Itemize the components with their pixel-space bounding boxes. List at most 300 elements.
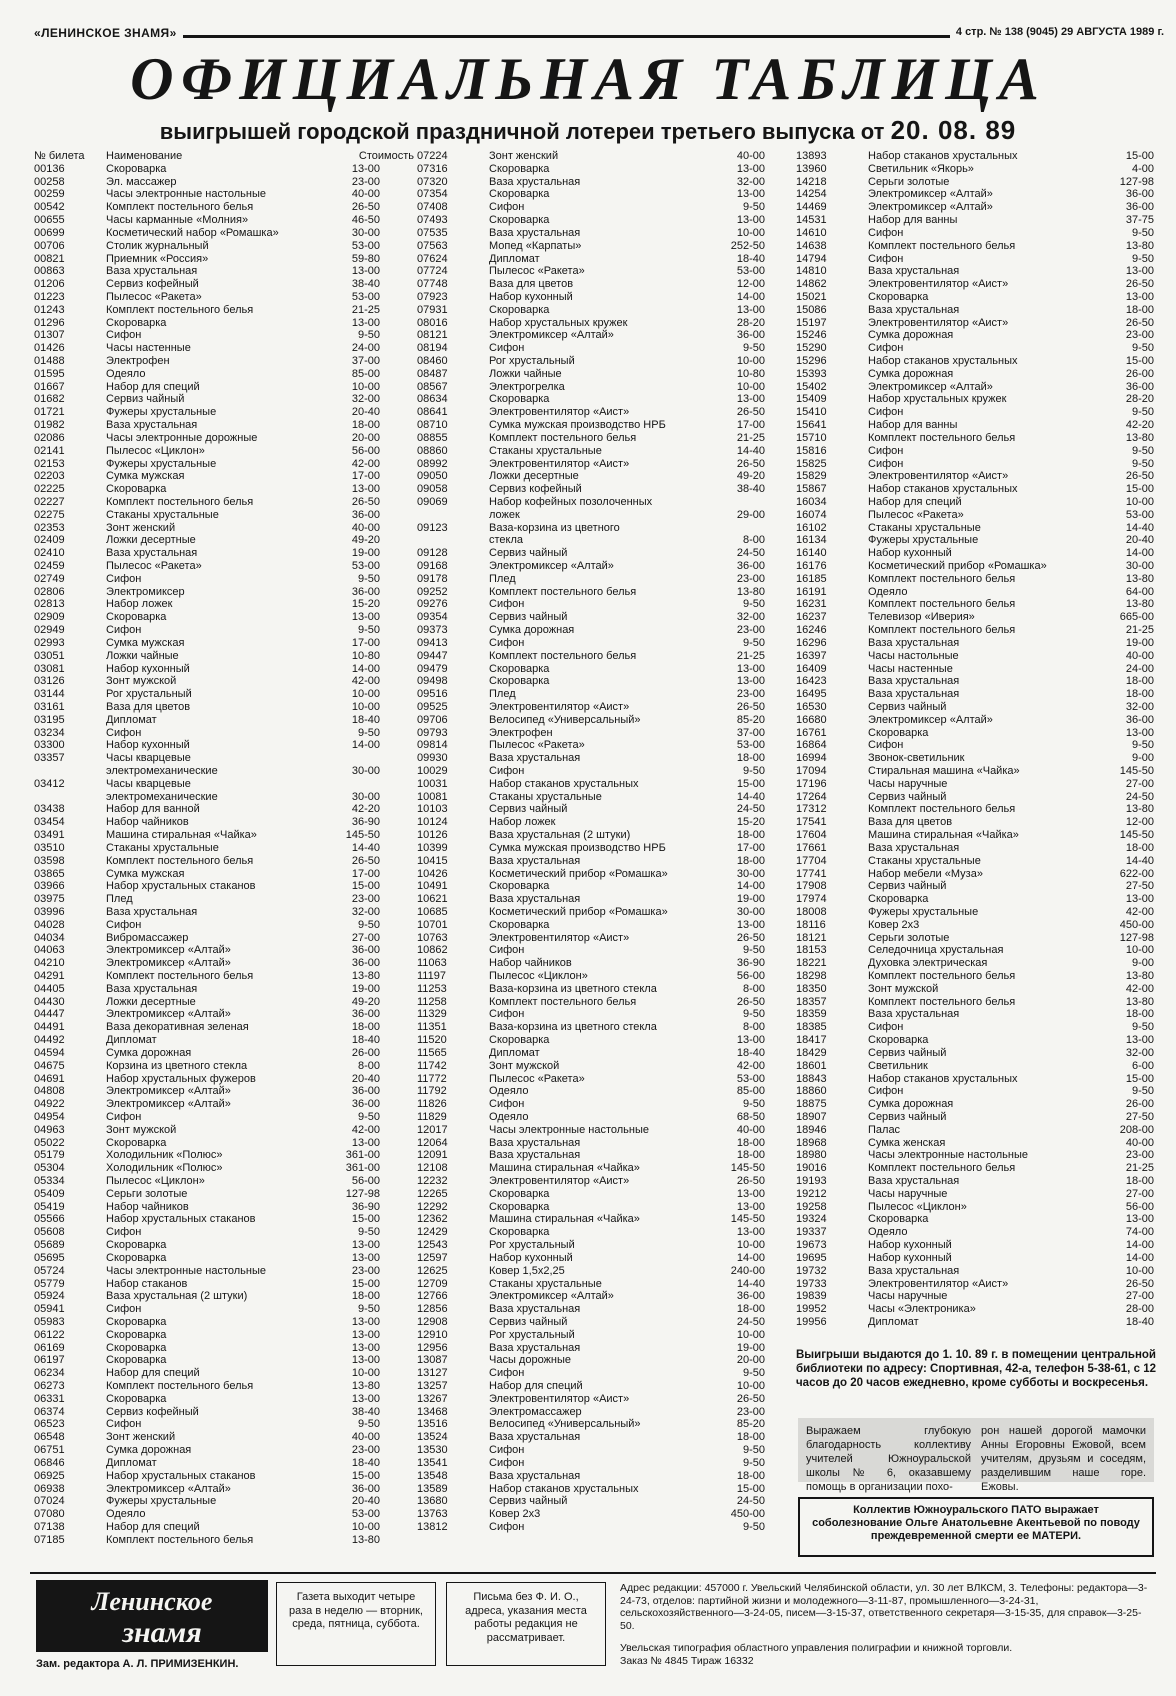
table-row <box>34 598 414 611</box>
ticket-number: 03454 <box>34 816 65 829</box>
ticket-number: 04492 <box>34 1034 65 1047</box>
ticket-number: 18946 <box>796 1123 827 1136</box>
table-row <box>796 944 1154 957</box>
ticket-number: 09058 <box>417 483 448 496</box>
table-row <box>417 1201 765 1214</box>
item-name: Сумка дорожная <box>868 1098 954 1111</box>
item-name: Часы дорожные <box>489 1354 572 1367</box>
table-row <box>34 650 414 663</box>
item-name: Сифон <box>868 1085 904 1098</box>
ticket-number: 10399 <box>417 841 448 854</box>
table-row <box>796 1265 1154 1278</box>
ticket-number: 18298 <box>796 970 827 982</box>
item-name: Ваза хрустальная (2 штуки) <box>489 829 631 842</box>
item-price: 13-80 <box>1125 970 1154 982</box>
ticket-number: 19673 <box>796 1239 827 1252</box>
item-price: 14-00 <box>736 1251 765 1264</box>
item-price: 10-00 <box>1125 1264 1154 1277</box>
item-price: 10-00 <box>736 226 765 239</box>
item-price: 36-00 <box>1125 380 1154 393</box>
item-name: Скороварка <box>489 1226 550 1239</box>
table-row <box>417 483 765 496</box>
issue-info: 4 стр. № 138 (9045) 29 АВГУСТА 1989 г. <box>950 26 1164 38</box>
ticket-number: 00863 <box>34 265 65 278</box>
item-price: 13-00 <box>351 1136 380 1149</box>
ticket-number: 09706 <box>417 713 448 726</box>
item-price: 13-00 <box>736 1187 765 1200</box>
ticket-number: 10126 <box>417 829 448 842</box>
item-name: Сервиз чайный <box>868 1110 947 1123</box>
item-name: Сифон <box>868 252 904 265</box>
item-price: 18-00 <box>1125 303 1154 316</box>
ticket-number: 08855 <box>417 431 448 444</box>
item-price: 37-00 <box>351 355 380 367</box>
item-price: 145-50 <box>345 829 380 842</box>
ticket-number: 03161 <box>34 700 65 713</box>
item-price: 13-80 <box>1125 239 1154 252</box>
item-name: электромеханические <box>106 790 218 803</box>
item-price: 21-25 <box>1125 624 1154 637</box>
ticket-number: 12543 <box>417 1239 448 1252</box>
ticket-number: 16102 <box>796 521 827 534</box>
item-name: Часы кварцевые <box>106 777 191 790</box>
item-name: Скороварка <box>489 303 550 316</box>
table-row <box>417 701 765 714</box>
table-row <box>796 317 1154 330</box>
table-row <box>796 253 1154 266</box>
ticket-number: 10763 <box>417 931 448 944</box>
item-price: 23-00 <box>351 1444 380 1457</box>
table-row <box>796 573 1154 586</box>
item-price: 36-00 <box>351 508 380 521</box>
item-name: Дипломат <box>106 1456 157 1469</box>
item-price: 53-00 <box>351 239 380 252</box>
ticket-number: 10029 <box>417 765 448 777</box>
item-name: Часы кварцевые <box>106 752 191 765</box>
ticket-number: 05724 <box>34 1264 65 1277</box>
table-row <box>417 419 765 432</box>
table-row <box>796 675 1154 688</box>
table-row <box>417 1380 765 1393</box>
ticket-number: 00821 <box>34 252 65 265</box>
ticket-number: 10415 <box>417 854 448 867</box>
ticket-number: 11197 <box>417 970 446 982</box>
table-row <box>796 150 1154 163</box>
item-name: Ваза хрустальная <box>106 419 198 432</box>
item-price: 40-00 <box>1125 649 1154 662</box>
item-price: 15-00 <box>1125 483 1154 496</box>
table-row <box>417 1047 765 1060</box>
item-name: Электромиксер «Алтай» <box>106 1085 231 1098</box>
item-name: Набор стаканов хрустальных <box>868 1072 1018 1085</box>
item-price: 9-50 <box>742 201 765 214</box>
ticket-number: 05334 <box>34 1175 65 1187</box>
item-name: Ваза хрустальная <box>868 688 960 701</box>
table-row <box>796 1060 1154 1073</box>
ticket-number: 15710 <box>796 431 827 444</box>
item-price: 10-00 <box>736 355 765 367</box>
ticket-number: 02806 <box>34 585 65 598</box>
ticket-number: 09525 <box>417 700 448 713</box>
table-row <box>417 253 765 266</box>
item-name: Скороварка <box>106 1239 167 1252</box>
table-row <box>796 188 1154 201</box>
item-price: 14-00 <box>736 290 765 303</box>
page-title: ОФИЦИАЛЬНАЯ ТАБЛИЦА <box>130 46 1046 112</box>
item-price: 85-00 <box>351 367 380 380</box>
item-price: 10-00 <box>736 1380 765 1392</box>
ticket-number: 14810 <box>796 265 827 278</box>
table-row <box>796 752 1154 765</box>
table-row <box>796 1278 1154 1291</box>
item-name: Машина стиральная «Чайка» <box>489 1213 640 1226</box>
item-price: 10-00 <box>736 1239 765 1252</box>
ticket-number: 04691 <box>34 1072 65 1085</box>
table-row <box>417 906 765 919</box>
item-name: Сифон <box>489 1444 525 1457</box>
ticket-number: 07493 <box>417 214 448 227</box>
item-price: 42-00 <box>1125 905 1154 918</box>
item-price: 23-00 <box>351 893 380 906</box>
ticket-number: 04954 <box>34 1110 65 1123</box>
table-row <box>417 227 765 240</box>
item-name: Сервиз чайный <box>868 880 947 893</box>
ticket-number: 00542 <box>34 201 65 214</box>
table-row <box>417 893 765 906</box>
item-price: 13-00 <box>736 1034 765 1047</box>
ticket-number: 08992 <box>417 457 448 470</box>
ticket-number: 07185 <box>34 1533 65 1546</box>
item-price: 32-00 <box>736 175 765 188</box>
table-row <box>796 1239 1154 1252</box>
table-row <box>34 355 414 368</box>
item-name: Электромиксер «Алтай» <box>868 201 993 214</box>
ticket-number: 18350 <box>796 982 827 995</box>
item-name: Сервиз кофейный <box>106 278 199 291</box>
ticket-number: 16176 <box>796 560 827 572</box>
item-name: Сифон <box>106 624 142 637</box>
item-price: 36-00 <box>351 1085 380 1098</box>
table-row <box>34 163 414 176</box>
item-price: 49-20 <box>736 470 765 483</box>
item-name: Ваза для цветов <box>868 816 953 829</box>
ticket-number: 14218 <box>796 175 827 188</box>
table-row <box>417 624 765 637</box>
ticket-number: 04034 <box>34 931 65 944</box>
item-name: Сумка дорожная <box>868 329 954 342</box>
table-row <box>417 1034 765 1047</box>
item-price: 68-50 <box>736 1110 765 1123</box>
ticket-number: 07316 <box>417 162 448 175</box>
item-price: 145-50 <box>1119 765 1154 777</box>
item-price: 36-00 <box>736 1290 765 1303</box>
table-row <box>417 1162 765 1175</box>
table-row <box>34 1393 414 1406</box>
item-price: 13-00 <box>736 675 765 688</box>
item-name: Селедочница хрустальная <box>868 944 1004 957</box>
item-name: Скороварка <box>106 1136 167 1149</box>
item-price: 9-50 <box>1131 226 1154 239</box>
item-name: Одеяло <box>868 585 908 598</box>
item-name: Ваза хрустальная <box>868 265 960 278</box>
item-price: 9-50 <box>742 1098 765 1111</box>
item-name: Скороварка <box>489 1200 550 1213</box>
table-row <box>34 1329 414 1342</box>
item-price: 13-00 <box>1125 726 1154 739</box>
item-name: Пылесос «Циклон» <box>106 444 205 457</box>
table-row <box>417 944 765 957</box>
item-name: Набор кухонный <box>868 547 952 560</box>
ticket-number: 02410 <box>34 547 65 560</box>
item-name: Одеяло <box>106 367 146 380</box>
item-name: Велосипед «Универсальный» <box>489 713 641 726</box>
table-row <box>796 880 1154 893</box>
item-price: 10-80 <box>351 649 380 662</box>
ticket-number: 05695 <box>34 1251 65 1264</box>
ticket-number: 01721 <box>34 406 65 419</box>
item-price: 21-25 <box>736 649 765 662</box>
item-price: 9-50 <box>357 1226 380 1239</box>
table-row <box>417 1060 765 1073</box>
ticket-number: 02749 <box>34 572 65 585</box>
item-name: Ваза хрустальная <box>489 1469 581 1482</box>
ticket-number: 17908 <box>796 880 827 893</box>
item-price: 17-00 <box>351 636 380 649</box>
item-price: 53-00 <box>736 1072 765 1085</box>
ticket-number: 16185 <box>796 572 827 585</box>
item-name: Комплект постельного белья <box>106 201 254 214</box>
ticket-number: 18221 <box>796 957 827 970</box>
item-price: 36-00 <box>351 957 380 970</box>
item-name: Набор хрустальных стаканов <box>106 880 256 893</box>
item-name: Холодильник «Полюс» <box>106 1162 223 1175</box>
item-name: Комплект постельного белья <box>868 431 1016 444</box>
item-name: Велосипед «Универсальный» <box>489 1418 641 1431</box>
item-price: 21-25 <box>351 303 380 316</box>
table-row <box>34 1508 414 1521</box>
item-price: 36-00 <box>351 944 380 957</box>
table-row <box>34 637 414 650</box>
item-price: 14-40 <box>351 841 380 854</box>
item-price: 18-00 <box>736 854 765 867</box>
table-row <box>796 265 1154 278</box>
item-price: 13-00 <box>736 393 765 406</box>
item-price: 13-80 <box>351 970 380 982</box>
ticket-number: 08860 <box>417 444 448 457</box>
item-name: Плед <box>106 893 133 906</box>
ticket-number: 12956 <box>417 1341 448 1354</box>
paper-name: «ЛЕНИНСКОЕ ЗНАМЯ» <box>34 26 183 40</box>
item-name: Зонт женский <box>106 521 176 534</box>
table-row <box>34 201 414 214</box>
item-price: 26-50 <box>1125 316 1154 329</box>
table-row <box>34 1111 414 1124</box>
ticket-number: 16246 <box>796 624 827 637</box>
ticket-number: 16231 <box>796 598 827 611</box>
table-row <box>417 342 765 355</box>
item-price: 13-00 <box>351 316 380 329</box>
item-name: Ваза декоративная зеленая <box>106 1021 249 1034</box>
ticket-number: 18601 <box>796 1059 827 1072</box>
table-row <box>796 1226 1154 1239</box>
item-price: 37-75 <box>1125 214 1154 227</box>
table-row <box>34 419 414 432</box>
item-name: Набор для специй <box>106 1520 200 1533</box>
item-price: 9-50 <box>357 572 380 585</box>
item-price: 10-00 <box>351 1520 380 1533</box>
item-name: Фужеры хрустальные <box>106 406 217 419</box>
table-row <box>417 842 765 855</box>
ticket-number: 16134 <box>796 534 827 547</box>
table-row <box>417 214 765 227</box>
ticket-number: 19324 <box>796 1213 827 1226</box>
table-row <box>796 1137 1154 1150</box>
ticket-number: 00706 <box>34 239 65 252</box>
item-price: 27-00 <box>1125 1187 1154 1200</box>
item-name: Сервиз чайный <box>489 547 568 560</box>
item-price: 29-00 <box>736 508 765 521</box>
table-row <box>34 778 414 791</box>
item-name: Фужеры хрустальные <box>868 905 979 918</box>
item-price: 8-00 <box>357 1059 380 1072</box>
item-price: 26-50 <box>1125 470 1154 483</box>
table-row <box>417 1175 765 1188</box>
item-name: Стаканы хрустальные <box>106 508 219 521</box>
table-row <box>796 714 1154 727</box>
item-price: 18-00 <box>1125 688 1154 701</box>
table-row <box>34 188 414 201</box>
table-row <box>796 919 1154 932</box>
item-price: 30-00 <box>736 867 765 880</box>
ticket-number: 06925 <box>34 1469 65 1482</box>
table-row <box>34 1380 414 1393</box>
ticket-number: 17541 <box>796 816 827 829</box>
item-name: Ваза хрустальная <box>489 893 581 906</box>
table-row <box>34 932 414 945</box>
item-name: Сумка дорожная <box>106 1444 192 1457</box>
ticket-number: 03300 <box>34 739 65 752</box>
ticket-number: 04210 <box>34 957 65 970</box>
item-price: 30-00 <box>351 790 380 803</box>
table-row <box>417 240 765 253</box>
item-name: Комплект постельного белья <box>106 1380 254 1392</box>
item-name: Набор стаканов хрустальных <box>489 1482 639 1495</box>
table-row <box>417 1470 765 1483</box>
item-price: 74-00 <box>1125 1226 1154 1239</box>
ticket-number: 16994 <box>796 752 827 765</box>
newspaper-logo <box>36 1580 268 1652</box>
ticket-number: 14638 <box>796 239 827 252</box>
table-row <box>796 534 1154 547</box>
item-name: Скороварка <box>868 726 929 739</box>
item-name: Скороварка <box>489 1187 550 1200</box>
table-row <box>34 1149 414 1162</box>
table-row <box>417 496 765 509</box>
item-price: 23-00 <box>736 1405 765 1418</box>
item-name: Электровентилятор «Аист» <box>489 457 630 470</box>
item-name: Пылесос «Циклон» <box>868 1200 967 1213</box>
item-price: 9-50 <box>1131 739 1154 752</box>
ticket-number: 19695 <box>796 1251 827 1264</box>
ticket-number: 18121 <box>796 931 827 944</box>
item-name: Сифон <box>106 1418 142 1431</box>
table-row <box>417 688 765 701</box>
ticket-number: 08634 <box>417 393 448 406</box>
table-row <box>34 445 414 458</box>
ticket-number: 11063 <box>417 957 447 970</box>
item-price: 36-00 <box>1125 201 1154 214</box>
item-name: Электровентилятор «Аист» <box>489 700 630 713</box>
item-price: 26-50 <box>351 495 380 508</box>
table-row <box>796 1073 1154 1086</box>
item-price: 14-40 <box>1125 854 1154 867</box>
item-price: 13-80 <box>1125 598 1154 611</box>
ticket-number: 09128 <box>417 547 448 560</box>
item-name: Комплект постельного белья <box>868 995 1016 1008</box>
ticket-number: 16761 <box>796 726 827 739</box>
item-name: Сифон <box>106 726 142 739</box>
item-price: 18-00 <box>1125 841 1154 854</box>
item-price: 19-00 <box>736 1341 765 1354</box>
ticket-number: 17741 <box>796 867 827 880</box>
item-name: Набор ложек <box>489 816 556 829</box>
ticket-number: 06331 <box>34 1392 65 1405</box>
item-price: 18-00 <box>351 1021 380 1034</box>
table-row <box>34 1265 414 1278</box>
item-name: Комплект постельного белья <box>868 598 1016 611</box>
ticket-number: 18860 <box>796 1085 827 1098</box>
table-row <box>34 880 414 893</box>
item-price: 17-00 <box>351 470 380 483</box>
ticket-number: 01682 <box>34 393 65 406</box>
item-name: Фужеры хрустальные <box>106 457 217 470</box>
item-price: 9-50 <box>742 765 765 777</box>
item-price: 15-00 <box>736 1482 765 1495</box>
table-row <box>417 547 765 560</box>
item-price: 9-50 <box>1131 1085 1154 1098</box>
item-price: 10-00 <box>736 1328 765 1341</box>
item-name: Набор для специй <box>106 1367 200 1380</box>
ticket-number: 18429 <box>796 1046 827 1059</box>
item-price: 14-00 <box>351 739 380 752</box>
item-price: 26-00 <box>1125 367 1154 380</box>
ticket-number: 15393 <box>796 367 827 380</box>
item-price: 26-00 <box>351 1046 380 1059</box>
table-row <box>417 880 765 893</box>
item-price: 13-00 <box>351 1341 380 1354</box>
item-name: Ваза хрустальная <box>489 1303 581 1316</box>
ticket-number: 16680 <box>796 713 827 726</box>
ticket-number: 12265 <box>417 1187 448 1200</box>
item-price: 13-80 <box>351 1533 380 1546</box>
ticket-number: 10031 <box>417 777 448 790</box>
item-name: Стаканы хрустальные <box>106 841 219 854</box>
table-row <box>796 893 1154 906</box>
item-name: Набор хрустальных кружек <box>489 316 628 329</box>
masthead <box>34 26 1164 42</box>
table-row <box>417 1303 765 1316</box>
item-price: 42-20 <box>351 803 380 816</box>
item-price: 42-00 <box>351 1123 380 1136</box>
ticket-number: 19016 <box>796 1162 827 1175</box>
table-row <box>34 829 414 842</box>
item-name: Скороварка <box>106 1328 167 1341</box>
table-row <box>796 650 1154 663</box>
ticket-number: 12597 <box>417 1251 448 1264</box>
table-row <box>796 381 1154 394</box>
item-price: 36-90 <box>351 1200 380 1213</box>
table-row <box>417 868 765 881</box>
